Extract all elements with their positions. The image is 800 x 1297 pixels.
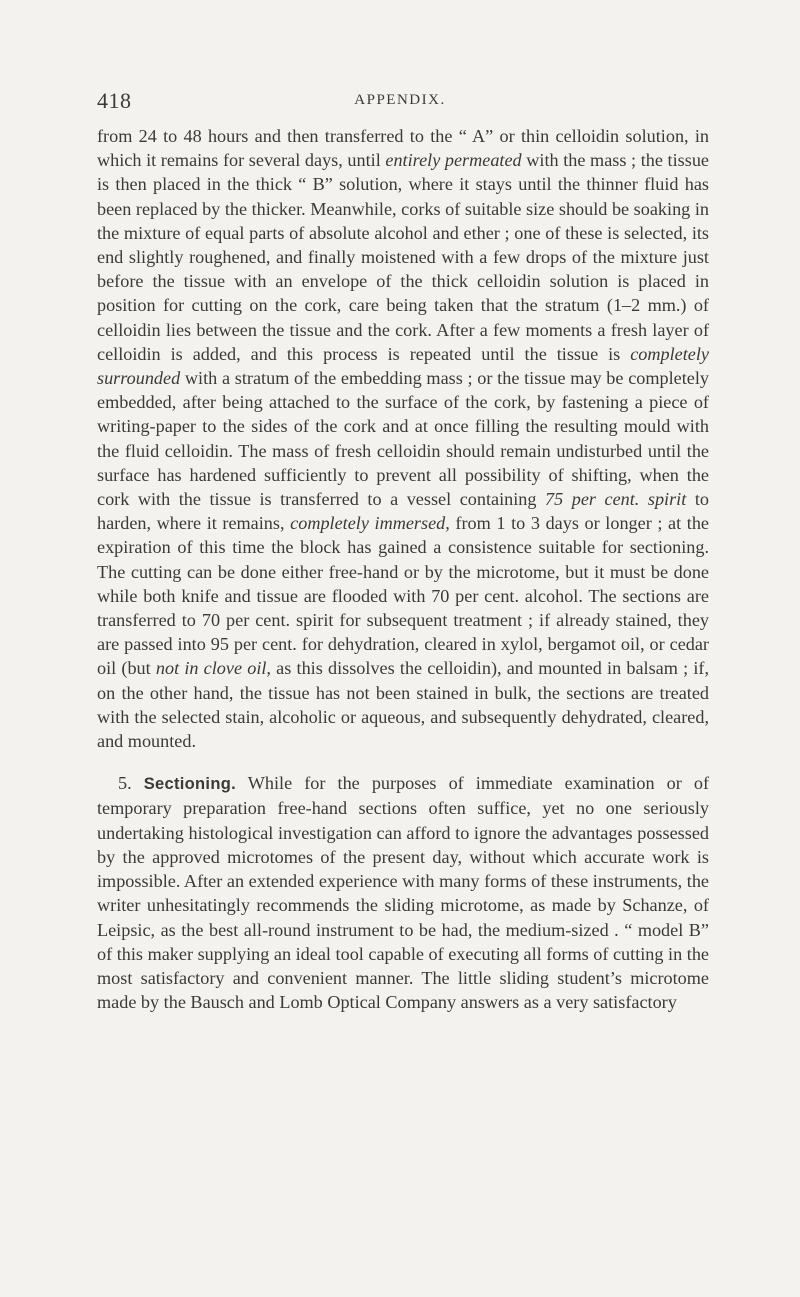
page-header (97, 88, 703, 118)
paragraph-celloidin-embedding (97, 124, 709, 753)
italic-phrase: 75 per cent. spirit (545, 489, 687, 510)
text-span: from 24 to 48 hours and then transferred to the “ A” or thin celloidin solution, in which it remains for several days, until (97, 126, 709, 171)
section-number: 5. (118, 773, 132, 794)
italic-phrase: completely surrounded (97, 343, 709, 389)
text-span: with a stratum of the embedding mass ; or the tissue may be completely embedded, after being attached to the surface of the cork, by fastening a piece of writing-paper to the sides of the cork and at once filling the resulting mould with the fluid celloidin. The mass of fresh celloidin should remain undisturbed until the surface has hardened sufficiently to prevent all possibility of shifting, when the cork with the tissue is transferred to a vessel containing (97, 368, 709, 510)
page-number: 418 (97, 88, 132, 113)
text-span: to harden, where it remains, (97, 489, 709, 534)
italic-phrase: completely immersed, (290, 513, 450, 534)
running-head: APPENDIX. (354, 92, 446, 108)
text-span: as this dissolves the celloidin), and mounted in balsam ; if, on the other hand, the tissue has not been stained in bulk, the sections are treated with the selected stain, alcoholic or aqueous, and subsequently dehydrated, cleared, and mounted. (97, 658, 709, 752)
italic-phrase: entirely permeated (385, 150, 522, 171)
body-text (97, 124, 709, 1014)
text-span: While for the purposes of immediate examination or of temporary preparation free-hand sections often suffice, yet no one seriously undertaking histological investigation can afford to ignore the advantages possessed by the approved microtomes of the present day, without which accurate work is impossible. After an extended experience with many forms of these instruments, the writer unhesitatingly recommends the sliding microtome, as made by Schanze, of Leipsic, as the best all-round instrument to be had, the medium-sized . “ model B” of this maker supplying an ideal tool capable of executing all forms of cutting in the most satisfactory and convenient manner. The little sliding student’s microtome made by the Bausch and Lomb Optical Company answers as a very satisfactory (97, 773, 710, 1013)
text-span: with the mass ; the tissue is then placed in the thick “ B” solution, where it stays until the thinner fluid has been replaced by the thicker. Meanwhile, corks of suitable size should be soaking in the mixture of equal parts of absolute alcohol and ether ; one of these is selected, its end slightly roughened, and finally moistened with a few drops of the mixture just before the tissue with an envelope of the thick celloidin solution is placed in position for cutting on the cork, care being taken that the stratum (1–2 mm.) of celloidin lies between the tissue and the cork. After a few moments a fresh layer of celloidin is added, and this process is repeated until the tissue is (97, 150, 709, 364)
italic-phrase: not in clove oil, (155, 658, 271, 679)
text-span: from 1 to 3 days or longer ; at the expiration of this time the block has gained a consistence suitable for sectioning. The cutting can be done either free-hand or by the microtome, but it must be done while both knife and tissue are flooded with 70 per cent. alcohol. The sections are transferred to 70 per cent. spirit for subsequent treatment ; if already stained, they are passed into 95 per cent. for dehydration, cleared in xylol, bergamot oil, or cedar oil (but (97, 513, 709, 679)
section-heading: Sectioning. (143, 775, 236, 794)
paragraph-sectioning (97, 771, 709, 1014)
